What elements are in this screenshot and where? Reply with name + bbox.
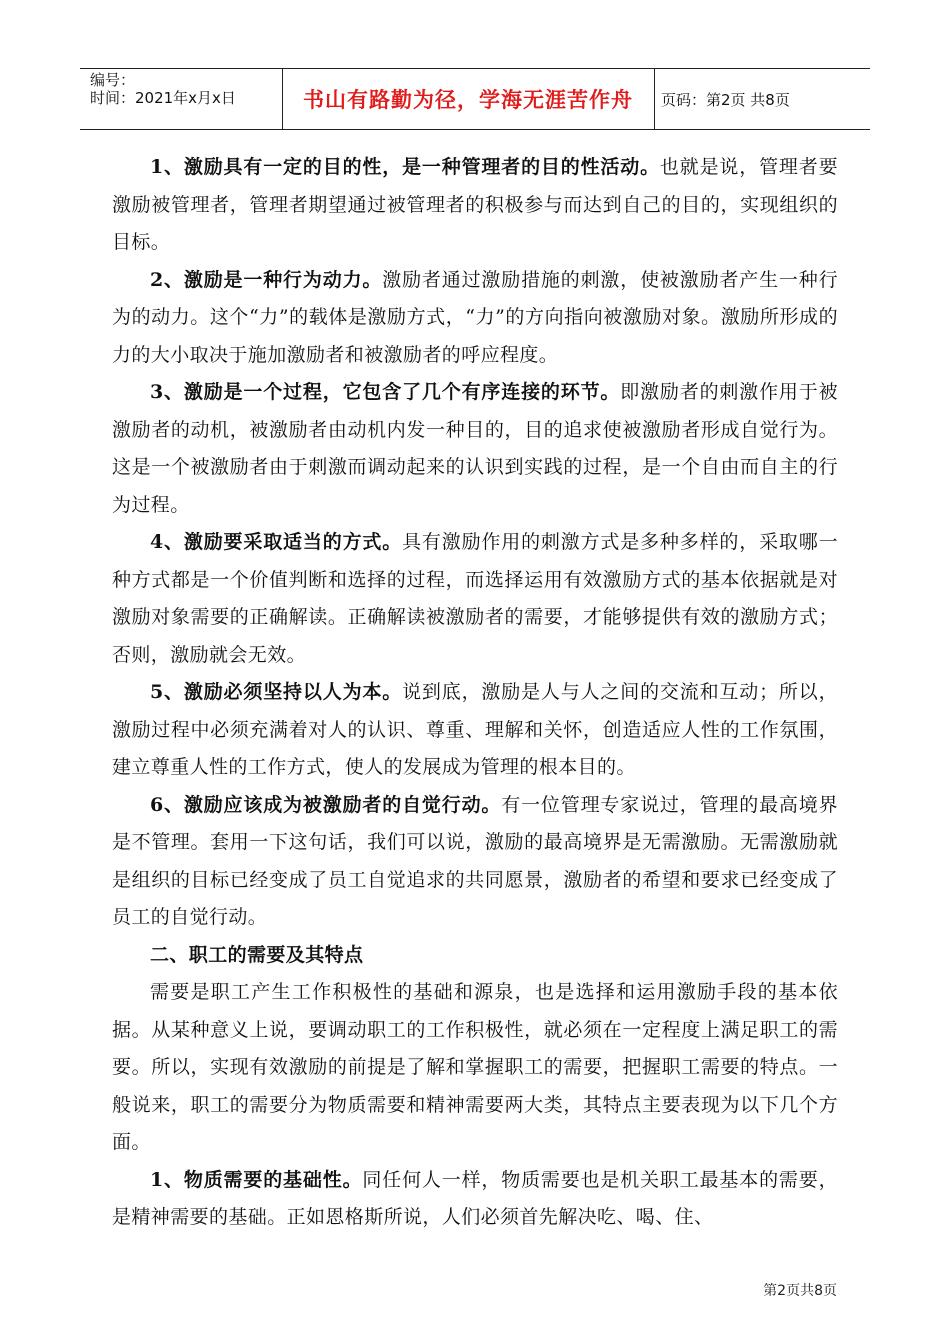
paragraph-3: 3、激励是一个过程，它包含了几个有序连接的环节。即激励者的刺激作用于被激励者的动机，被激励者由动机内发一种目的，目的追求使被激励者形成自觉行为。这是一个被激励者由于刺激而调动起来的认识到实践的过程，是一个自由而自主的行为过程。 [112, 381, 838, 516]
paragraph-last: 1、物质需要的基础性。同任何人一样，物质需要也是机关职工最基本的需要，是精神需要的基础。正如恩格斯所说，人们必须首先解决吃、喝、住、 [112, 1168, 838, 1228]
document-date: 时间：2021年x月x日 [90, 89, 236, 107]
document-body [112, 149, 838, 1237]
paragraph-2: 2、激励是一种行为动力。激励者通过激励措施的刺激，使被激励者产生一种行为的动力。这个“力”的载体是激励方式，“力”的方向指向被激励对象。激励所形成的力的大小取决于施加激励者和被激励者的呼应程度。 [112, 268, 838, 366]
paragraph-5: 5、激励必须坚持以人为本。说到底，激励是人与人之间的交流和互动；所以，激励过程中必须充满着对人的认识、尊重、理解和关怀，创造适应人性的工作氛围，建立尊重人性的工作方式，使人的发展成为管理的根本目的。 [112, 681, 838, 778]
header-meta [80, 69, 283, 129]
document-number-label: 编号： [90, 71, 136, 89]
page-footer: 第2页共8页 [763, 1283, 837, 1299]
header-page-info: 页码：第2页 共8页 [661, 90, 790, 109]
header-motto: 书山有路勤为径，学海无涯苦作舟 [283, 69, 655, 129]
paragraph-1: 1、激励具有一定的目的性，是一种管理者的目的性活动。也就是说，管理者要激励被管理者，管理者期望通过被管理者的积极参与而达到自己的目的，实现组织的目标。 [112, 156, 838, 253]
section-heading: 二、职工的需要及其特点 [150, 943, 364, 966]
section-body: 需要是职工产生工作积极性的基础和源泉，也是选择和运用激励手段的基本依据。从某种意义上说，要调动职工的工作积极性，就必须在一定程度上满足职工的需要。所以，实现有效激励的前提是了解和掌握职工的需要，把握职工需要的特点。一般说来，职工的需要分为物质需要和精神需要两大类，其特点主要表现为以下几个方面。 [112, 981, 838, 1153]
paragraph-4: 4、激励要采取适当的方式。具有激励作用的刺激方式是多种多样的，采取哪一种方式都是一个价值判断和选择的过程，而选择运用有效激励方式的基本依据就是对激励对象需要的正确解读。正确解读被激励者的需要，才能够提供有效的激励方式；否则，激励就会无效。 [112, 531, 838, 666]
paragraph-6: 6、激励应该成为被激励者的自觉行动。有一位管理专家说过，管理的最高境界是不管理。套用一下这句话，我们可以说，激励的最高境界是无需激励。无需激励就是组织的目标已经变成了员工自觉追求的共同愿景，激励者的希望和要求已经变成了员工的自觉行动。 [112, 793, 838, 928]
page-header [80, 68, 870, 130]
